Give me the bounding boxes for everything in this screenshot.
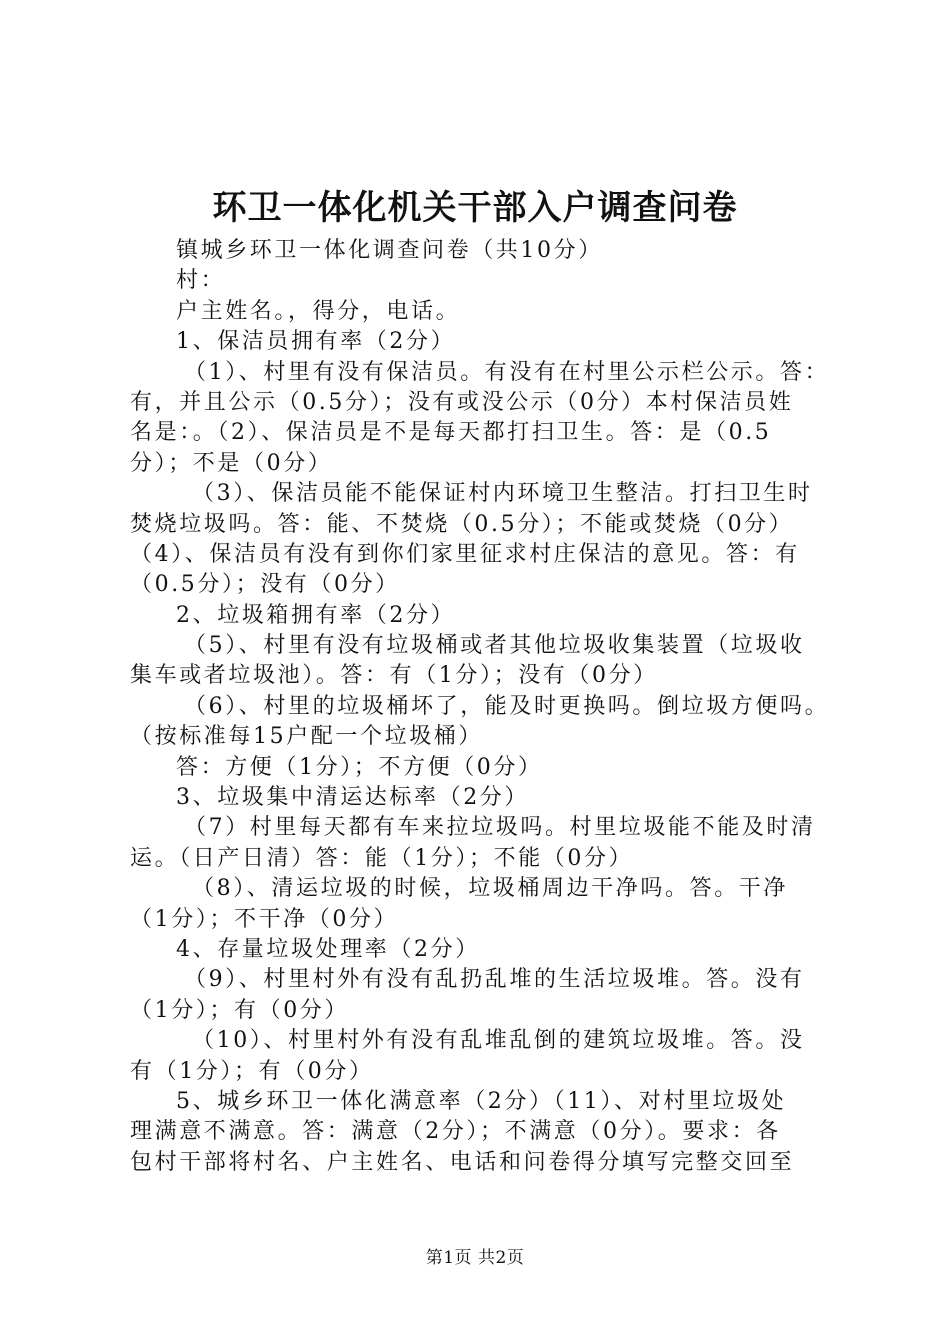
body-line: 运。（日产日清）答：能（1分）；不能（0分） xyxy=(130,845,634,871)
body-line: （10）、村里村外有没有乱堆乱倒的建筑垃圾堆。答。没 xyxy=(192,1028,805,1054)
body-line: 户主姓名。，得分，电话。 xyxy=(176,298,461,324)
body-line: 理满意不满意。答：满意（2分）；不满意（0分）。要求：各 xyxy=(130,1119,781,1145)
body-line: （4）、保洁员有没有到你们家里征求村庄保洁的意见。答：有 xyxy=(130,541,800,567)
document-title: 环卫一体化机关干部入户调查问卷 xyxy=(212,188,738,228)
section-heading: 1、保洁员拥有率（2分） xyxy=(176,329,456,355)
body-line: 集车或者垃圾池）。答：有（1分）；没有（0分） xyxy=(130,663,658,689)
body-line: （9）、村里村外有没有乱扔乱堆的生活垃圾堆。答。没有 xyxy=(184,967,805,993)
body-line: （5）、村里有没有垃圾桶或者其他垃圾收集装置（垃圾收 xyxy=(184,633,805,659)
body-line: 名是：。（2）、保洁员是不是每天都打扫卫生。答：是（0.5 xyxy=(130,420,772,446)
page-number-footer: 第1页 共2页 xyxy=(425,1248,525,1268)
body-line: 有，并且公示（0.5分）；没有或没公示（0分）本村保洁员姓 xyxy=(130,389,794,415)
body-line: （7）村里每天都有车来拉垃圾吗。村里垃圾能不能及时清 xyxy=(184,815,816,841)
body-line: 包村干部将村名、户主姓名、电话和问卷得分填写完整交回至 xyxy=(130,1149,795,1175)
section-heading: 5、城乡环卫一体化满意率（2分）（11）、对村里垃圾处 xyxy=(176,1088,787,1114)
body-line: （1分）；有（0分） xyxy=(130,997,349,1023)
body-line: 焚烧垃圾吗。答：能、不焚烧（0.5分）；不能或焚烧（0分） xyxy=(130,511,794,537)
body-line: （6）、村里的垃圾桶坏了，能及时更换吗。倒垃圾方便吗。 xyxy=(184,693,830,719)
body-line: 分）；不是（0分） xyxy=(130,450,333,476)
body-line: （按标准每15户配一个垃圾桶） xyxy=(130,724,483,750)
body-line: 镇城乡环卫一体化调查问卷（共10分） xyxy=(176,238,603,263)
section-heading: 4、存量垃圾处理率（2分） xyxy=(176,936,480,962)
body-line: （1）、村里有没有保洁员。有没有在村里公示栏公示。答： xyxy=(184,359,830,385)
body-line: （1分）；不干净（0分） xyxy=(130,906,399,932)
body-line: 答：方便（1分）；不方便（0分） xyxy=(176,754,543,780)
body-line: 村： xyxy=(176,268,226,294)
body-line: （8）、清运垃圾的时候，垃圾桶周边干净吗。答。干净 xyxy=(192,876,788,902)
body-line: （3）、保洁员能不能保证村内环境卫生整洁。打扫卫生时 xyxy=(192,481,813,507)
section-heading: 3、垃圾集中清运达标率（2分） xyxy=(176,785,529,811)
body-line: （0.5分）；没有（0分） xyxy=(130,572,400,598)
section-heading: 2、垃圾箱拥有率（2分） xyxy=(176,602,456,628)
body-line: 有（1分）；有（0分） xyxy=(130,1058,374,1084)
document-body xyxy=(130,236,835,1178)
